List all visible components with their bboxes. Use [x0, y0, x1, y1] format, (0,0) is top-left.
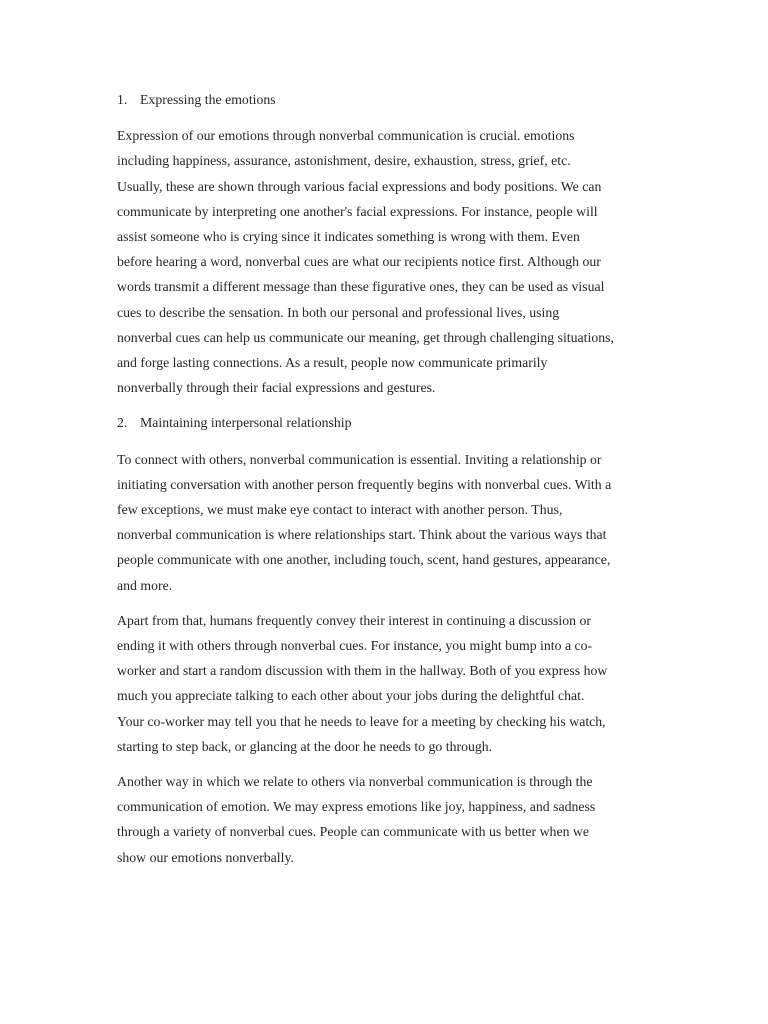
text-line: show our emotions nonverbally. — [117, 849, 294, 865]
section-interpersonal-relationship — [117, 410, 678, 869]
section-title: Maintaining interpersonal relationship — [140, 415, 352, 431]
text-line: communicate by interpreting one another's facial expressions. For instance, people will — [117, 203, 598, 219]
text-line: and more. — [117, 577, 173, 593]
text-line: nonverbal cues can help us communicate our meaning, get through challenging situations, — [117, 329, 614, 345]
text-line: communication of emotion. We may express emotions like joy, happiness, and sadness — [117, 799, 596, 815]
text-line: ending it with others through nonverbal cues. For instance, you might bump into a co- — [117, 638, 593, 654]
text-line: Usually, these are shown through various facial expressions and body positions. We can — [117, 178, 602, 194]
text-line: before hearing a word, nonverbal cues are what our recipients notice first. Although our — [117, 254, 601, 270]
paragraph — [117, 769, 678, 870]
text-line: and forge lasting connections. As a result, people now communicate primarily — [117, 355, 548, 371]
section-expressing-emotions — [117, 87, 678, 400]
text-line: including happiness, assurance, astonishment, desire, exhaustion, stress, grief, etc. — [117, 153, 571, 169]
section-title: Expressing the emotions — [140, 92, 276, 107]
text-line: Your co-worker may tell you that he needs to leave for a meeting by checking his watch, — [117, 713, 606, 729]
paragraph — [117, 447, 678, 598]
text-line: starting to step back, or glancing at the door he needs to go through. — [117, 738, 493, 754]
text-line: Expression of our emotions through nonverbal communication is crucial. emotions — [117, 128, 575, 144]
text-line: initiating conversation with another person frequently begins with nonverbal cues. With a — [117, 476, 612, 492]
text-line: Apart from that, humans frequently convey their interest in continuing a discussion or — [117, 612, 591, 628]
text-line: worker and start a random discussion with them in the hallway. Both of you express how — [117, 663, 608, 679]
paragraph — [117, 608, 678, 759]
section-heading — [117, 410, 678, 435]
text-line: words transmit a different message than these figurative ones, they can be used as visual — [117, 279, 605, 295]
text-line: through a variety of nonverbal cues. People can communicate with us better when we — [117, 824, 590, 840]
text-line: few exceptions, we must make eye contact to interact with another person. Thus, — [117, 502, 563, 518]
paragraph — [117, 123, 678, 400]
text-line: much you appreciate talking to each other about your jobs during the delightful chat. — [117, 688, 585, 704]
text-line: nonverbal communication is where relationships start. Think about the various ways that — [117, 527, 607, 543]
text-line: assist someone who is crying since it indicates something is wrong with them. Even — [117, 229, 580, 245]
text-line: To connect with others, nonverbal communication is essential. Inviting a relationship or — [117, 451, 602, 467]
text-line: nonverbally through their facial expressions and gestures. — [117, 380, 436, 396]
text-line: Another way in which we relate to others via nonverbal communication is through the — [117, 774, 593, 790]
section-number: 2. — [117, 415, 128, 431]
text-line: people communicate with one another, including touch, scent, hand gestures, appearance, — [117, 552, 611, 568]
section-heading — [117, 87, 678, 112]
text-line: cues to describe the sensation. In both our personal and professional lives, using — [117, 304, 560, 320]
section-number: 1. — [117, 92, 128, 107]
